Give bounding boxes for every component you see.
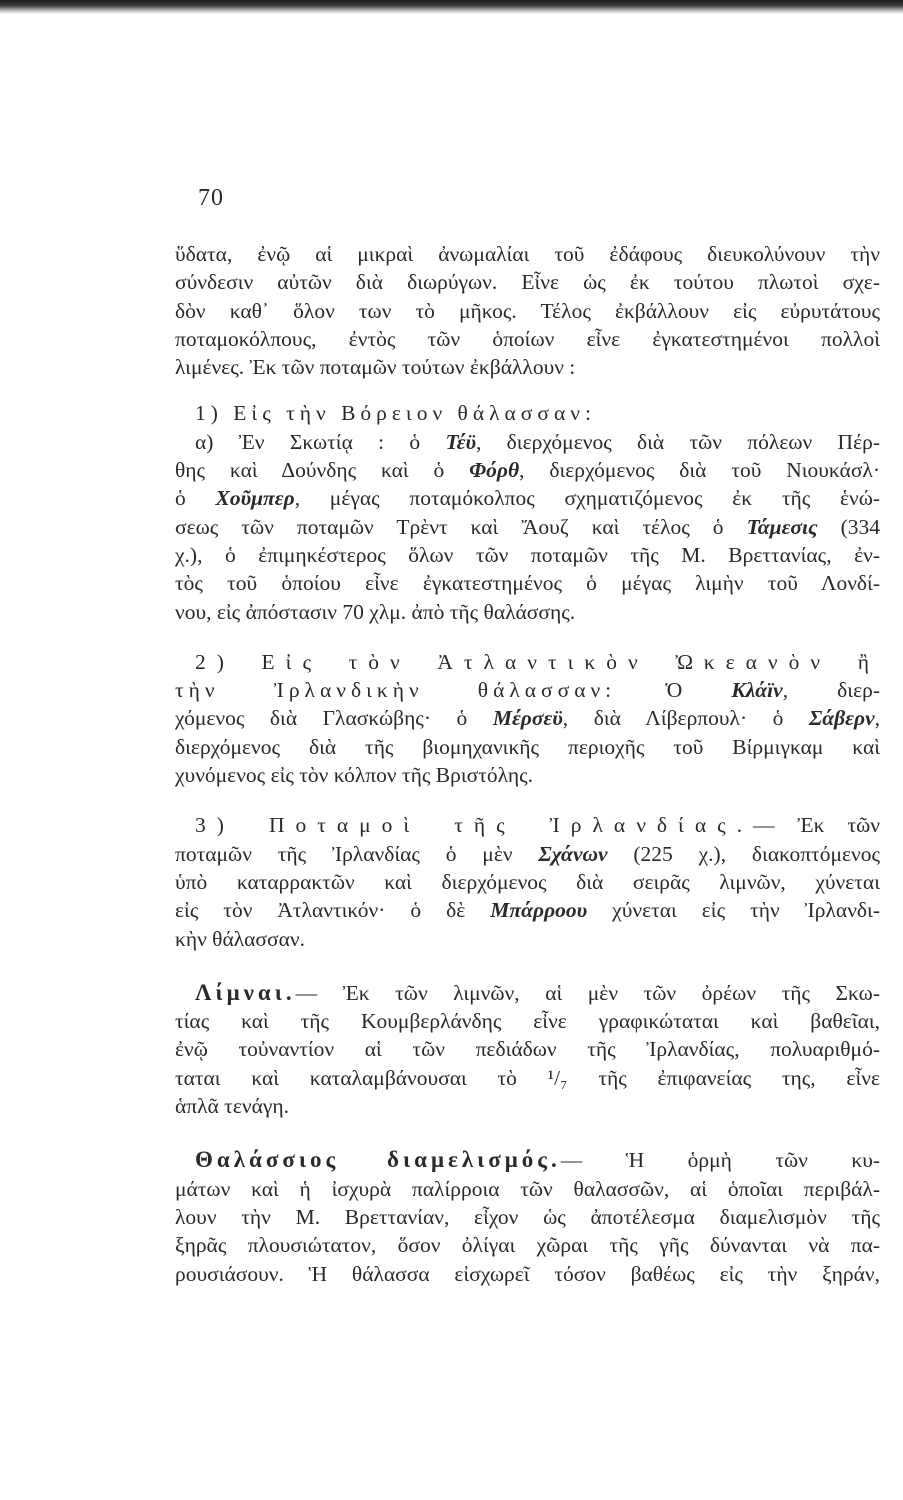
text-run: , διερ- bbox=[782, 678, 880, 703]
text-run: — Ἡ ὁρμὴ τῶν κυ- bbox=[560, 1148, 880, 1173]
text-run: (225 χ.), διακοπτόμενος bbox=[607, 841, 880, 866]
section-heading bbox=[175, 648, 880, 676]
text-run: α) Ἐν Σκωτίᾳ : ὁ bbox=[195, 429, 446, 454]
section-heading-text: Λίμναι. bbox=[195, 979, 296, 1005]
section-heading-text: τὴν Ἰρλανδικὴν θάλασσαν: bbox=[175, 678, 617, 703]
text-run: ὁ bbox=[175, 486, 216, 511]
text-line bbox=[175, 704, 880, 732]
text-line: ρουσιάσουν. Ἡ θάλασσα εἰσχωρεῖ τόσον βαθέως εἰς τὴν ξηράν, bbox=[175, 1261, 880, 1286]
section-heading-text: 1) Εἰς τὴν Βόρειον θάλασσαν: bbox=[195, 401, 596, 426]
text-line: ποταμοκόλπους, ἐντὸς τῶν ὁποίων εἶνε ἐγκατεστημένοι πολλοὶ bbox=[175, 326, 880, 351]
river-name: Μπάρροου bbox=[490, 898, 588, 923]
text-line: λιμένες. Ἐκ τῶν ποταμῶν τούτων ἐκβάλλουν : bbox=[175, 355, 576, 380]
text-line bbox=[175, 513, 880, 541]
section-heading bbox=[175, 399, 880, 427]
text-line: ξηρᾶς πλουσιώτατον, ὅσον ὀλίγαι χῶραι τῆς γῆς δύνανται νὰ πα- bbox=[175, 1233, 880, 1258]
text-line: ἐνῷ τοὐναντίον αἱ τῶν πεδιάδων τῆς Ἰρλανδίας, πολυαριθμό- bbox=[175, 1037, 880, 1062]
text-line: σύνδεσιν αὐτῶν διὰ διωρύγων. Εἶνε ὡς ἐκ τούτου πλωτοὶ σχε- bbox=[175, 270, 880, 295]
text-run: — Ἐκ τῶν λιμνῶν, αἱ μὲν τῶν ὀρέων τῆς Σκω- bbox=[295, 980, 880, 1005]
text-line: χ.), ὁ ἐπιμηκέστερος ὅλων τῶν ποταμῶν τῆς Μ. Βρεττανίας, ἐν- bbox=[175, 542, 880, 567]
text-run: σεως τῶν ποταμῶν Τρὲντ καὶ Ἄουζ καὶ τέλος ὁ bbox=[175, 514, 747, 539]
river-name: Κλάϊν bbox=[731, 678, 783, 703]
text-line: μάτων καὶ ἡ ἰσχυρὰ παλίρροια τῶν θαλασσῶν, αἱ ὁποῖαι περιβάλ- bbox=[175, 1176, 880, 1201]
text-line: ἁπλᾶ τενάγη. bbox=[175, 1094, 289, 1119]
section-heading-text: 3) Ποταμοὶ τῆς Ἰρλανδίας. bbox=[195, 813, 753, 838]
text-line: διερχόμενος διὰ τῆς βιομηχανικῆς περιοχῆς τοῦ Βίρμιγκαμ καὶ bbox=[175, 734, 880, 759]
text-run: (334 bbox=[817, 514, 880, 539]
section-heading bbox=[175, 811, 880, 839]
section-ireland-rivers bbox=[175, 811, 880, 952]
river-name: Σάβερν bbox=[808, 706, 875, 731]
text-run: χόμενος διὰ Γλασκώβης· ὁ bbox=[175, 706, 493, 731]
text-line: κὴν θάλασσαν. bbox=[175, 926, 305, 951]
section-lakes bbox=[175, 979, 880, 1120]
section-coastline bbox=[175, 1146, 880, 1287]
river-name: Σχάνων bbox=[538, 841, 608, 866]
text-run: ποταμῶν τῆς Ἰρλανδίας ὁ μὲν bbox=[175, 841, 539, 866]
text-line: ὕδατα, ἐνῷ αἱ μικραὶ ἀνωμαλίαι τοῦ ἐδάφους διευκολύνουν τὴν bbox=[175, 242, 880, 266]
text-line bbox=[175, 676, 880, 704]
page-number: 70 bbox=[198, 185, 224, 211]
river-name: Τάμεσις bbox=[746, 514, 818, 539]
section-heading-text: Θαλάσσιος διαμελισμός. bbox=[195, 1147, 561, 1173]
text-line bbox=[175, 840, 880, 868]
text-run: Ὁ bbox=[616, 678, 732, 703]
text-line bbox=[175, 428, 880, 456]
text-line: χυνόμενος εἰς τὸν κόλπον τῆς Βριστόλης. bbox=[175, 763, 533, 788]
text-run: — Ἐκ τῶν bbox=[752, 813, 880, 838]
text-run: , μέγας ποταμόκολπος σχηματιζόμενος ἐκ τῆς ἑνώ- bbox=[294, 486, 881, 511]
section-north-sea bbox=[175, 399, 880, 625]
text-run: εἰς τὸν Ἀτλαντικόν· ὁ δὲ bbox=[175, 898, 491, 923]
section-atlantic bbox=[175, 648, 880, 789]
text-line: τὸς τοῦ ὁποίου εἶνε ἐγκατεστημένος ὁ μέγας λιμὴν τοῦ Λονδί- bbox=[175, 571, 880, 596]
text-run: , bbox=[874, 706, 880, 731]
text-run: , διερχόμενος διὰ τῶν πόλεων Πέρ- bbox=[476, 429, 880, 454]
body-text bbox=[175, 240, 880, 1288]
river-name: Μέρσεϋ bbox=[492, 706, 563, 731]
text-line: ὑπὸ καταρρακτῶν καὶ διερχόμενος διὰ σειρᾶς λιμνῶν, χύνεται bbox=[175, 869, 880, 894]
section-heading bbox=[175, 1146, 880, 1174]
paragraph-intro bbox=[175, 240, 880, 381]
text-line: ταται καὶ καταλαμβάνουσαι τὸ ¹/₇ τῆς ἐπιφανείας της, εἶνε bbox=[175, 1065, 880, 1090]
text-line: λουν τὴν Μ. Βρεττανίαν, εἶχον ὡς ἀποτέλεσμα διαμελισμὸν τῆς bbox=[175, 1204, 880, 1229]
text-line bbox=[175, 484, 880, 512]
river-name: Τέϋ bbox=[445, 429, 476, 454]
text-line bbox=[175, 456, 880, 484]
river-name: Χοῦμπερ bbox=[215, 486, 295, 511]
text-run: θης καὶ Δούνδης καὶ ὁ bbox=[175, 458, 470, 483]
text-run: , διὰ Λίβερπουλ· ὁ bbox=[562, 706, 809, 731]
text-run: χύνεται εἰς τὴν Ἰρλανδι- bbox=[587, 898, 880, 923]
river-name: Φόρθ bbox=[469, 458, 520, 483]
section-heading bbox=[175, 979, 880, 1007]
text-line: νου, εἰς ἀπόστασιν 70 χλμ. ἀπὸ τῆς θαλάσσης. bbox=[175, 599, 576, 624]
text-line bbox=[175, 896, 880, 924]
text-run: , διερχόμενος διὰ τοῦ Νιουκάσλ· bbox=[519, 458, 880, 483]
text-line: τίας καὶ τῆς Κουμβερλάνδης εἶνε γραφικώταται καὶ βαθεῖαι, bbox=[175, 1009, 880, 1034]
scan-top-edge bbox=[0, 0, 903, 14]
text-line: δὸν καθ᾽ ὅλον των τὸ μῆκος. Τέλος ἐκβάλλουν εἰς εὐρυτάτους bbox=[175, 298, 880, 323]
section-heading-text: 2) Εἰς τὸν Ἀτλαντικὸν Ὠκεανὸν ἢ bbox=[195, 649, 880, 674]
